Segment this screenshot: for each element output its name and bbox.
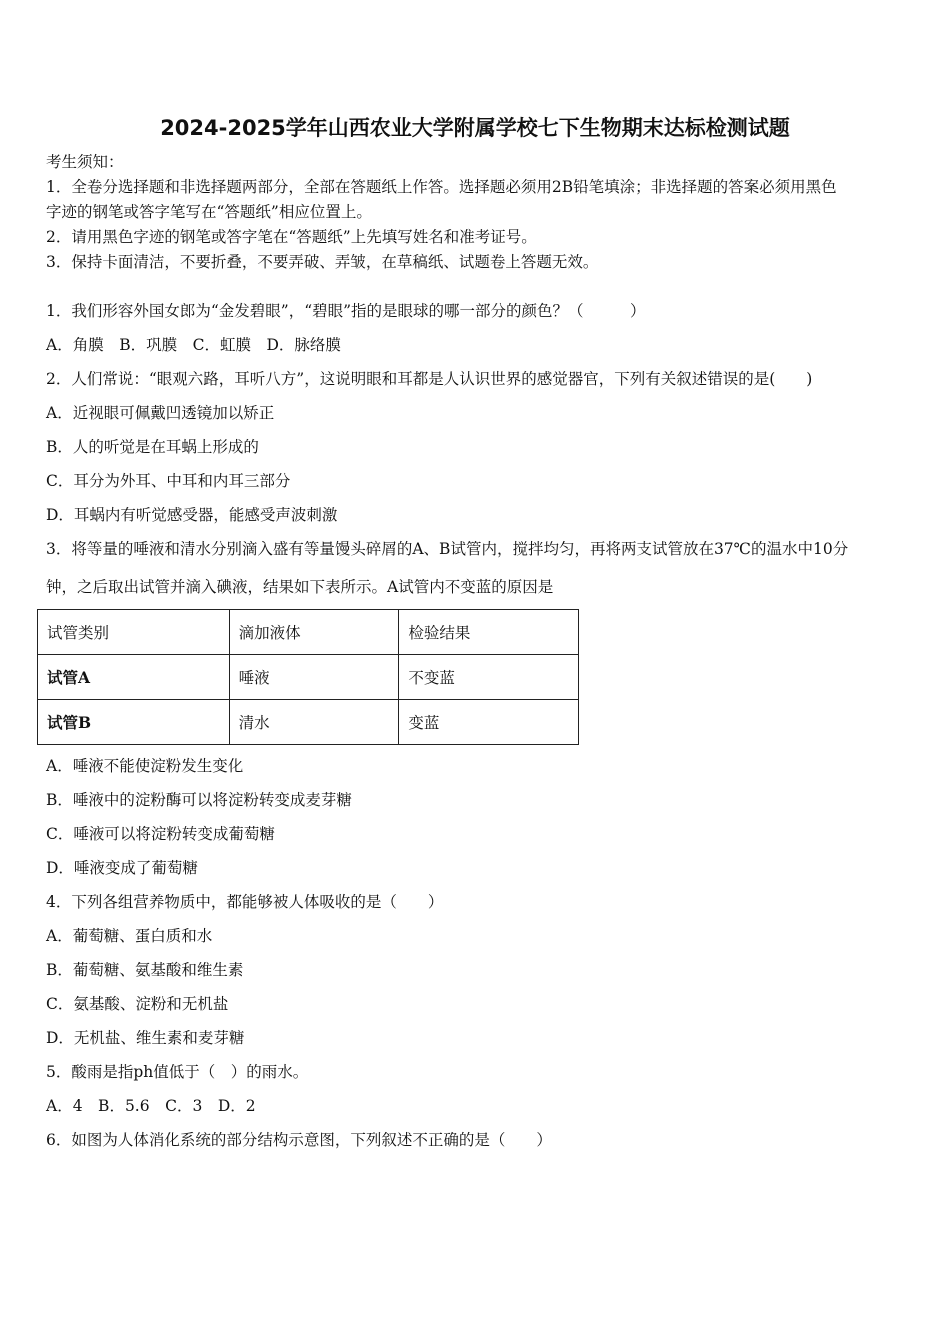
question-2-option-a: A．近视眼可佩戴凹透镜加以矫正: [46, 404, 275, 422]
table-cell: 唾液: [229, 655, 399, 700]
question-5-stem: 5．酸雨是指ph值低于（ ）的雨水。: [46, 1063, 309, 1081]
table-header-cell: 滴加液体: [229, 610, 399, 655]
question-5-options: A．4 B．5.6 C．3 D．2: [46, 1097, 256, 1115]
question-2-option-d: D．耳蜗内有听觉感受器，能感受声波刺激: [46, 506, 338, 524]
question-6-stem: 6．如图为人体消化系统的部分结构示意图，下列叙述不正确的是（ ）: [46, 1131, 552, 1149]
table-cell: 试管B: [38, 700, 230, 745]
table-header-cell: 试管类别: [38, 610, 230, 655]
question-4-option-a: A．葡萄糖、蛋白质和水: [46, 927, 213, 945]
question-3-stem-line-2: 钟，之后取出试管并滴入碘液，结果如下表所示。A试管内不变蓝的原因是: [46, 578, 554, 596]
table-cell: 不变蓝: [399, 655, 579, 700]
table-cell: 清水: [229, 700, 399, 745]
table-cell: 变蓝: [399, 700, 579, 745]
question-4-option-b: B．葡萄糖、氨基酸和维生素: [46, 961, 244, 979]
table-cell: 试管A: [38, 655, 230, 700]
notice-heading: 考生须知：: [46, 153, 124, 171]
question-3-option-c: C．唾液可以将淀粉转变成葡萄糖: [46, 825, 275, 843]
page-title: 2024-2025学年山西农业大学附属学校七下生物期末达标检测试题: [160, 116, 790, 140]
table-header-cell: 检验结果: [399, 610, 579, 655]
question-4-option-c: C．氨基酸、淀粉和无机盐: [46, 995, 229, 1013]
question-3-table: [37, 609, 579, 745]
notice-item-3: 3．保持卡面清洁，不要折叠，不要弄破、弄皱，在草稿纸、试题卷上答题无效。: [46, 253, 599, 271]
notice-item-2: 2．请用黑色字迹的钢笔或答字笔在“答题纸”上先填写姓名和准考证号。: [46, 228, 537, 246]
notice-item-1-line-2: 字迹的钢笔或答字笔写在“答题纸”相应位置上。: [46, 203, 372, 221]
notice-item-1-line-1: 1．全卷分选择题和非选择题两部分，全部在答题纸上作答。选择题必须用2B铅笔填涂；非选择题的答案必须用黑色: [46, 178, 837, 196]
question-1-stem: 1．我们形容外国女郎为“金发碧眼”，“碧眼”指的是眼球的哪一部分的颜色？（ ）: [46, 302, 646, 320]
question-3-stem-line-1: 3．将等量的唾液和清水分别滴入盛有等量馒头碎屑的A、B试管内，搅拌均匀，再将两支试管放在37℃的温水中10分: [46, 540, 849, 558]
question-3-option-d: D．唾液变成了葡萄糖: [46, 859, 198, 877]
question-2-option-c: C．耳分为外耳、中耳和内耳三部分: [46, 472, 291, 490]
question-4-option-d: D．无机盐、维生素和麦芽糖: [46, 1029, 245, 1047]
question-3-option-b: B．唾液中的淀粉酶可以将淀粉转变成麦芽糖: [46, 791, 352, 809]
table-header-row: [38, 610, 579, 655]
table-row: [38, 655, 579, 700]
question-3-option-a: A．唾液不能使淀粉发生变化: [46, 757, 244, 775]
question-2-stem: 2．人们常说：“眼观六路，耳听八方”，这说明眼和耳都是人认识世界的感觉器官，下列有关叙述错误的是( ): [46, 370, 813, 388]
question-1-options: A．角膜 B．巩膜 C．虹膜 D．脉络膜: [46, 336, 341, 354]
table-row: [38, 700, 579, 745]
question-2-option-b: B．人的听觉是在耳蜗上形成的: [46, 438, 259, 456]
question-4-stem: 4．下列各组营养物质中，都能够被人体吸收的是（ ）: [46, 893, 444, 911]
